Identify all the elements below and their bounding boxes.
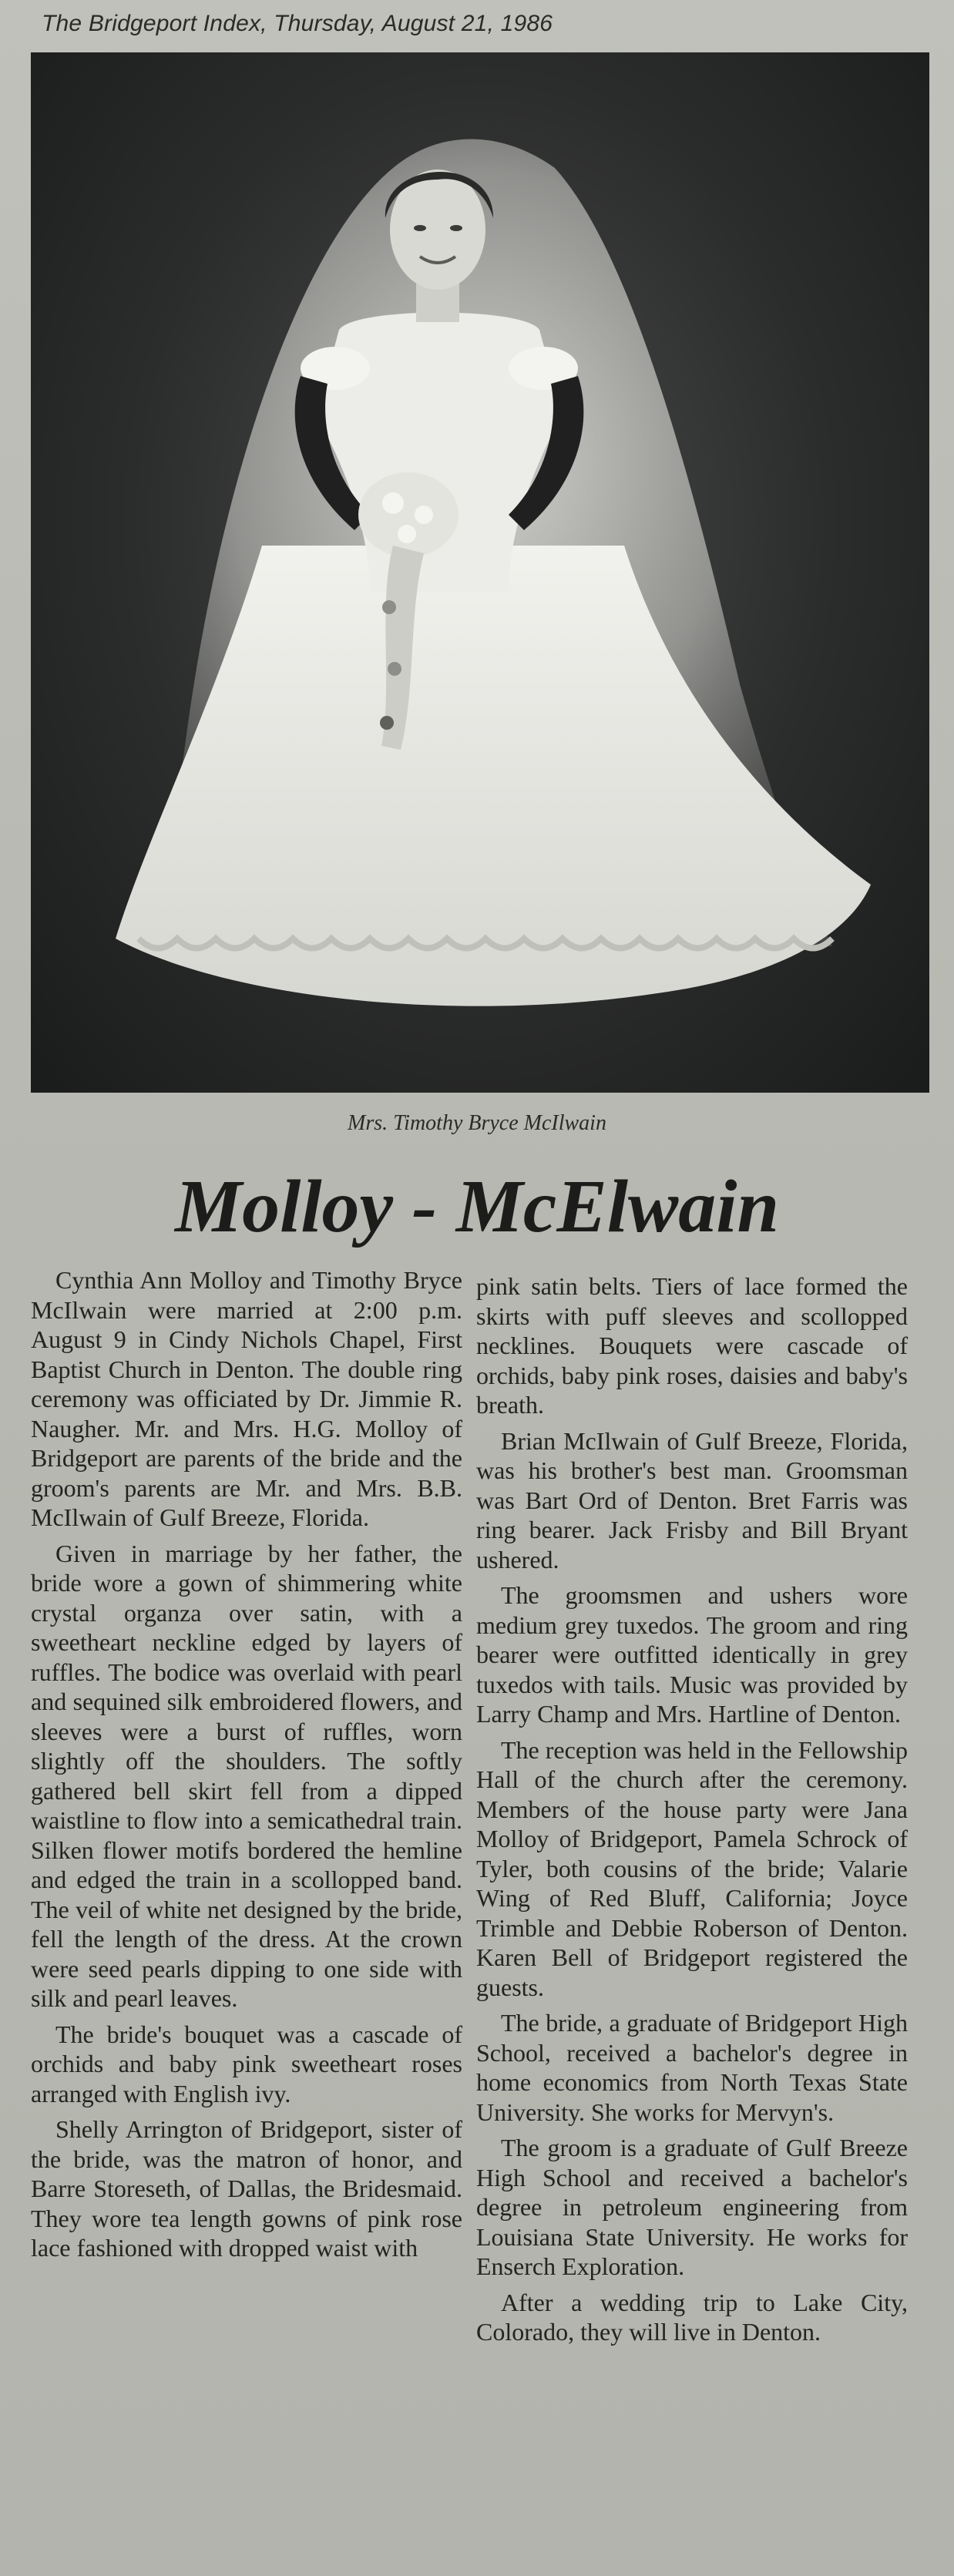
paragraph: The bride, a graduate of Bridgeport High School, received a bachelor's degree in home economics from North Texas State University. She works for Mervyn's. (476, 2009, 908, 2126)
paragraph: Brian McIlwain of Gulf Breeze, Florida, was his brother's best man. Groomsman was Bart Ord of Denton. Bret Farris was ring bearer. Jack Frisby and Bill Bryant ushered. (476, 1426, 908, 1573)
bride-photo (31, 52, 929, 1093)
photo-caption: Mrs. Timothy Bryce McIlwain (348, 1111, 606, 1135)
paragraph: The reception was held in the Fellowship Hall of the church after the ceremony. Members of the house party were Jana Molloy of Bridgeport, Pamela Schrock of Tyler, both cousins of the bride; Valarie Wing of Red Bluff, California; Joyce Trimble and Debbie Roberson of Denton. Karen Bell of Bridgeport registered the guests. (476, 1735, 908, 2001)
paragraph: Given in marriage by her father, the bride wore a gown of shimmering white crystal organza over satin, with a sweetheart neckline edged by layers of ruffles. The bodice was overlaid with pearl and sequined silk embroidered flowers, and sleeves were a burst of ruffles, worn slightly off the shoulders. The softly gathered bell skirt fell from a dipped waistline to flow into a semicathedral train. Silken flower motifs bordered the hemline and edged the train in a scollopped band. The veil of white net designed by the bride, fell the length of the dress. At the crown were seed pearls dipping to one side with silk and pearl leaves. (31, 1539, 462, 2012)
paragraph: The bride's bouquet was a cascade of orchids and baby pink sweetheart roses arranged with English ivy. (31, 2020, 462, 2107)
paragraph: Shelly Arrington of Bridgeport, sister of the bride, was the matron of honor, and Barre Storeseth, of Dallas, the Bridesmaid. They wore tea length gowns of pink rose lace fashioned with dropped waist with (31, 2115, 462, 2262)
paragraph: Cynthia Ann Molloy and Timothy Bryce McIlwain were married at 2:00 p.m. August 9 in Cindy Nichols Chapel, First Baptist Church in Denton. The double ring ceremony was officiated by Dr. Jimmie R. Naugher. Mr. and Mrs. H.G. Molloy of Bridgeport are parents of the bride and the groom's parents are Mr. and Mrs. B.B. McIlwain of Gulf Breeze, Florida. (31, 1266, 462, 1531)
paragraph: After a wedding trip to Lake City, Colorado, they will live in Denton. (476, 2288, 908, 2346)
article-column-left (31, 1265, 462, 2269)
paragraph: The groomsmen and ushers wore medium grey tuxedos. The groom and ring bearer were outfitted identically in grey tuxedos with tails. Music was provided by Larry Champ and Mrs. Hartline of Denton. (476, 1581, 908, 1728)
article-headline: Molloy - McElwain (174, 1165, 780, 1248)
masthead: The Bridgeport Index, Thursday, August 21, 1986 (42, 11, 553, 36)
article-column-right (476, 1271, 908, 2353)
paragraph: The groom is a graduate of Gulf Breeze High School and received a bachelor's degree in petroleum engineering from Louisiana State University. He works for Enserch Exploration. (476, 2134, 908, 2280)
paragraph-continuation: pink satin belts. Tiers of lace formed the skirts with puff sleeves and scollopped necklines. Bouquets were cascade of orchids, baby pink roses, daisies and baby's breath. (476, 1272, 908, 1419)
